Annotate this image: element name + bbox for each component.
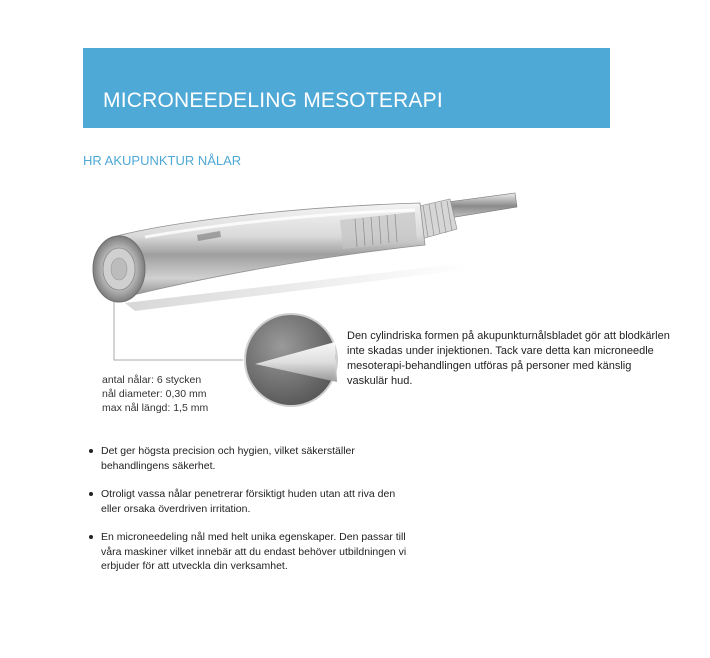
- bullet-dot-icon: [89, 535, 93, 539]
- list-item-text: Otroligt vassa nålar penetrerar försiktigt huden utan att riva den eller orsaka överdriven irritation.: [101, 488, 396, 515]
- section-subtitle: HR AKUPUNKTUR NÅLAR: [83, 153, 242, 168]
- feature-list: [84, 444, 414, 588]
- list-item-text: En microneedeling nål med helt unika egenskaper. Den passar till våra maskiner vilket innebär att du endast behöver utbildningen vi erbjuder för att utveckla din verksamhet.: [101, 531, 407, 572]
- spec-needle-count: antal nålar: 6 stycken: [102, 374, 202, 386]
- list-item: [84, 530, 414, 574]
- bullet-dot-icon: [89, 449, 93, 453]
- list-item: [84, 487, 414, 516]
- spec-needle-diameter: nål diameter: 0,30 mm: [102, 388, 207, 400]
- page-title: MICRONEEDELING MESOTERAPI: [103, 89, 443, 112]
- list-item: [84, 444, 414, 473]
- spec-list: [102, 373, 208, 415]
- needle-cartridge-icon: [85, 185, 525, 315]
- needle-tip-icon: [243, 312, 339, 408]
- bullet-dot-icon: [89, 492, 93, 496]
- description-text: Den cylindriska formen på akupunkturnålsbladet gör att blodkärlen inte skadas under injektionen. Tack vare detta kan microneedle mesoterapi-behandlingen utföras på personer med känslig vaskulär hud.: [347, 330, 670, 387]
- list-item-text: Det ger högsta precision och hygien, vilket säkerställer behandlingens säkerhet.: [101, 445, 355, 472]
- spec-needle-length: max nål längd: 1,5 mm: [102, 402, 209, 414]
